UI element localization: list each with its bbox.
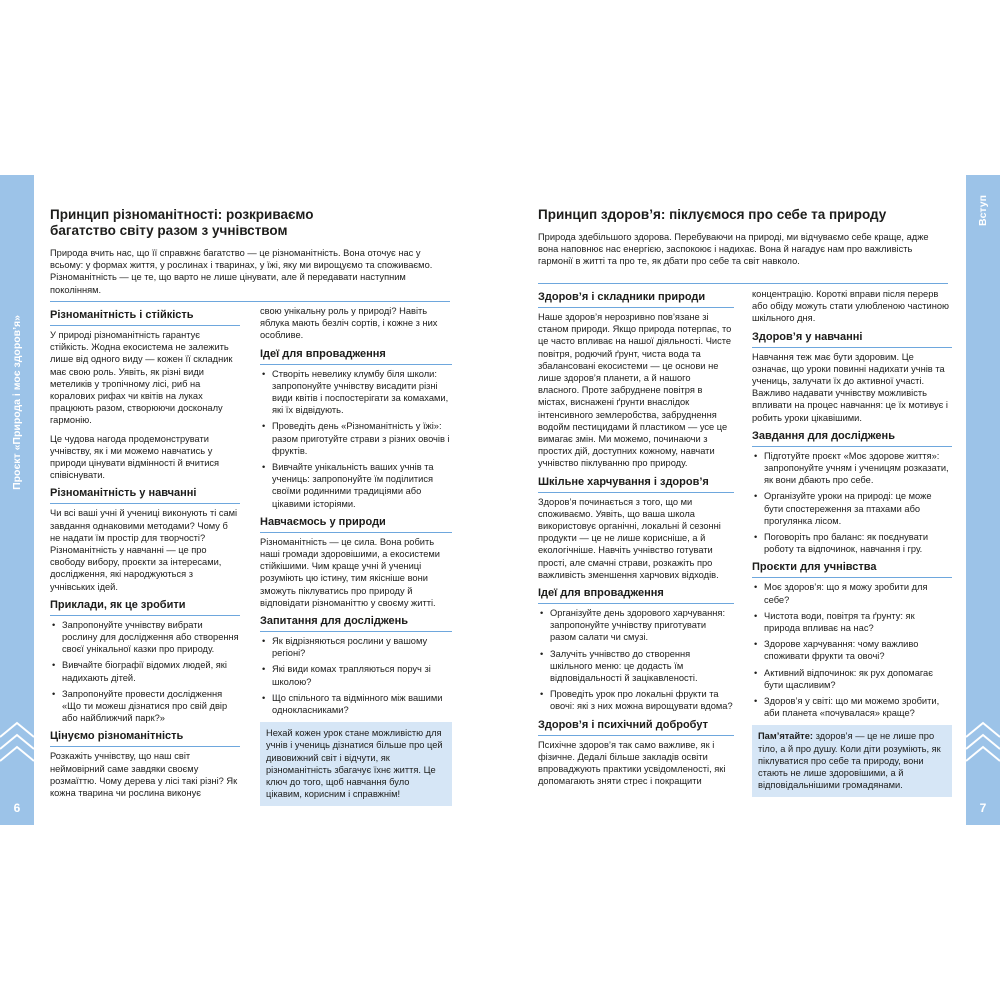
paragraph: Розкажіть учнівству, що наш світ неймовірний саме завдяки своєму розмаїттю. Чому дерева у лісі такі різні? Як кожна тварина чи рослина виконує: [50, 751, 238, 799]
paragraph: Психічне здоров’я так само важливе, як і фізичне. Дедалі більше закладів освіти впроваджують практики усвідомленості, які допомагають зняти стрес і покращити: [538, 739, 726, 787]
header-divider: [50, 301, 450, 302]
section-heading: Шкільне харчування і здоров’я: [538, 476, 734, 493]
paragraph: Наше здоров’я нерозривно пов’язане зі станом природи. Якщо природа потерпає, то це часто впливає на нашої діяльності. Чисте повітря, родючий ґрунт, чиста вода та збалансовані екосистеми — це основи не лише здоров’я планети, а й нашого власного. Проте забруднене повітря в містах, виснажені ґрунти внаслідок інтенсивного землеробства, забруднення водойм пестицидами й пластиком — усе це вимагає змін. Ми можемо, починаючи з простих дій, доступних кожному, навчати учнівство піклуванню про природу.: [538, 312, 732, 469]
page-number: 6: [13, 801, 21, 815]
right-column-1: [538, 285, 734, 794]
section-heading: Проєкти для учнівства: [752, 561, 952, 578]
list-item: • Моє здоров’я: що я можу зробити для себе?: [752, 581, 952, 605]
section-heading: Запитання для досліджень: [260, 615, 452, 632]
list-item: • Запропонуйте учнівству вибрати рослину для дослідження або створення своєї унікальної казки про природу.: [50, 619, 240, 656]
paragraph: Це чудова нагода продемонструвати учнівству, як і ми можемо навчатись у природи цінувати відмінності й вчитися співіснувати.: [50, 433, 220, 481]
intro-paragraph: Природа здебільшого здорова. Перебуваючи на природі, ми відчуваємо себе краще, адже вона наповнює нас енергією, заспокоює і надихає. Вона й нагадує нам про важливість гармонії в житті та про те, як дбати про себе та світ навколо.: [538, 232, 929, 267]
book-spread: [0, 175, 1000, 825]
right-side-label: Вступ: [977, 195, 989, 227]
left-side-band: [0, 175, 34, 825]
paragraph: свою унікальну роль у природі? Навіть яблука мають безліч сортів, і кожне з них особливе.: [260, 306, 438, 341]
paragraph: Здоров’я починається з того, що ми споживаємо. Уявіть, що ваша школа використовує органічні, локальні й сезонні продукти — це не лише корисніше, а й екологічніше. Навчіть учнівство готувати прості, але смачні страви, розкажіть про важливість зменшення харчових відходів.: [538, 496, 721, 580]
paragraph: Чи всі ваші учні й учениці виконують ті самі завдання однаковими методами? Чому б не надати їм простір для творчості? Різноманітність у навчанні — це про свободу вибору, проєкти за інтересами, дослідження, які народжуються з учнівських ідей.: [50, 508, 238, 592]
chevron-decoration-icon: [966, 715, 1000, 785]
left-column-1: [50, 303, 240, 805]
section-heading: Приклади, як це зробити: [50, 599, 240, 616]
list-item: • Які види комах трапляються поруч зі школою?: [260, 663, 452, 687]
paragraph: концентрацію. Короткі вправи після перерв або обіду можуть стати улюбленою частиною шкільного дня.: [752, 289, 949, 324]
section-heading: Різноманітність у навчанні: [50, 487, 240, 504]
list-item: • Активний відпочинок: як рух допомагає бути щасливим?: [752, 667, 952, 691]
list-item: • Що спільного та відмінного між вашими однокласниками?: [260, 692, 452, 716]
callout-note: Нехай кожен урок стане можливістю для учнів і учениць дізнатися більше про цей дивовижний світ і відчути, як різноманітність збагачує їхнє життя. Це ключ до того, щоб навчання було цікавим, корисним і справжнім!: [260, 722, 452, 805]
list-item: • Чистота води, повітря та ґрунту: як природа впливає на нас?: [752, 610, 952, 634]
list-item: • Проведіть урок про локальні фрукти та овочі: які з них можна вирощувати вдома?: [538, 688, 734, 712]
left-side-label: Проєкт «Природа і моє здоров’я»: [11, 315, 23, 490]
bullet-list: [50, 619, 240, 725]
list-item: • Організуйте день здорового харчування: запропонуйте учнівству приготувати разом салати чи смузі.: [538, 607, 734, 644]
list-item: • Залучіть учнівство до створення шкільного меню: це додасть їм відповідальності й зацікавленості.: [538, 648, 734, 685]
list-item: • Підготуйте проєкт «Моє здорове життя»: запропонуйте учням і ученицям розказати, як вони дбають про себе.: [752, 450, 952, 487]
list-item: • Вивчайте унікальність ваших учнів та учениць: запропонуйте їм поділитися своїми родинними традиціями або цікавими історіями.: [260, 461, 452, 510]
page-title: Принцип різноманітності: розкриваємо багатство світу разом з учнівством: [50, 207, 314, 238]
note-label: Пам’ятайте:: [758, 731, 813, 742]
right-page-header: [538, 207, 950, 274]
note-text: здоров’я — це не лише про тіло, а й про душу. Коли діти розуміють, як піклуватися про себе та природу, вони стають не лише здоровішими, а й відповідальнішими громадянами.: [758, 731, 941, 791]
list-item: • Здорове харчування: чому важливо споживати фрукти та овочі?: [752, 638, 952, 662]
list-item: • Створіть невелику клумбу біля школи: запропонуйте учнівству висадити різні види квітів і поспостерігати за комахами, які їх відвідують.: [260, 368, 452, 417]
list-item: • Проведіть день «Різноманітність у їжі»: разом приготуйте страви з різних овочів і фруктів.: [260, 420, 452, 457]
header-divider: [538, 283, 948, 284]
section-heading: Навчаємось у природи: [260, 516, 452, 533]
list-item: • Як відрізняються рослини у вашому регіоні?: [260, 635, 452, 659]
left-page-header: [50, 207, 450, 302]
list-item: • Вивчайте біографії відомих людей, які надихають дітей.: [50, 659, 240, 683]
list-item: • Здоров’я у світі: що ми можемо зробити, аби планета «почувалася» краще?: [752, 695, 952, 719]
list-item: • Організуйте уроки на природі: це може бути спостереження за птахами або прогулянка лісом.: [752, 490, 952, 527]
page-number: 7: [979, 801, 987, 815]
section-heading: Здоров’я і психічний добробут: [538, 719, 734, 736]
list-item: • Запропонуйте провести дослідження «Що ти можеш дізнатися про свій двір або найближчий парк?»: [50, 688, 240, 725]
section-heading: Цінуємо різноманітність: [50, 730, 240, 747]
right-side-band: [966, 175, 1000, 825]
intro-paragraph: Природа вчить нас, що її справжнє багатство — це різноманітність. Вона оточує нас у всьому: у формах життя, у рослинах і тваринах, у їжі, яку ми вирощуємо та споживаємо. Різноманітність — це те, що варто не лише цінувати, але й передавати наступним поколінням.: [50, 248, 433, 295]
callout-note: [752, 725, 952, 796]
left-column-2: [260, 305, 452, 806]
section-heading: Різноманітність і стійкість: [50, 309, 240, 326]
bullet-list: [538, 607, 734, 713]
paragraph: Різноманітність — це сила. Вона робить наші громади здоровішими, а екосистеми стійкішими. Чим краще учні й учениці розуміють цю істину, тим якісніше вони зможуть піклуватись про природу й відповідати різноманіттю у своєму житті.: [260, 536, 440, 608]
list-item: • Поговоріть про баланс: як поєднувати роботу та відпочинок, навчання і гру.: [752, 531, 952, 555]
page-title: Принцип здоров’я: піклуємося про себе та природу: [538, 207, 887, 222]
bullet-list: [260, 368, 452, 510]
paragraph: У природі різноманітність гарантує стійкість. Жодна екосистема не залежить лише від одного виду — кожен її складник має свою роль. Уявіть, як різні види метеликів у тропічному лісі, риб на коралових рифах чи квітів на луках працюють разом, створюючи досконалу гармонію.: [50, 330, 233, 426]
bullet-list: [752, 450, 952, 556]
right-column-2: [752, 288, 952, 797]
section-heading: Ідеї для впровадження: [260, 348, 452, 365]
bullet-list: [260, 635, 452, 716]
section-heading: Здоров’я у навчанні: [752, 331, 952, 348]
bullet-list: [752, 581, 952, 719]
paragraph: Навчання теж має бути здоровим. Це означає, що уроки повинні надихати учнів та учениць, залучати їх до активної участі. Важливо надавати учнівству можливість впливати на процес навчання: це їх мотивує і робить уроки цікавішими.: [752, 351, 948, 423]
section-heading: Завдання для досліджень: [752, 430, 952, 447]
section-heading: Здоров’я і складники природи: [538, 291, 734, 308]
chevron-decoration-icon: [0, 715, 34, 785]
section-heading: Ідеї для впровадження: [538, 587, 734, 604]
